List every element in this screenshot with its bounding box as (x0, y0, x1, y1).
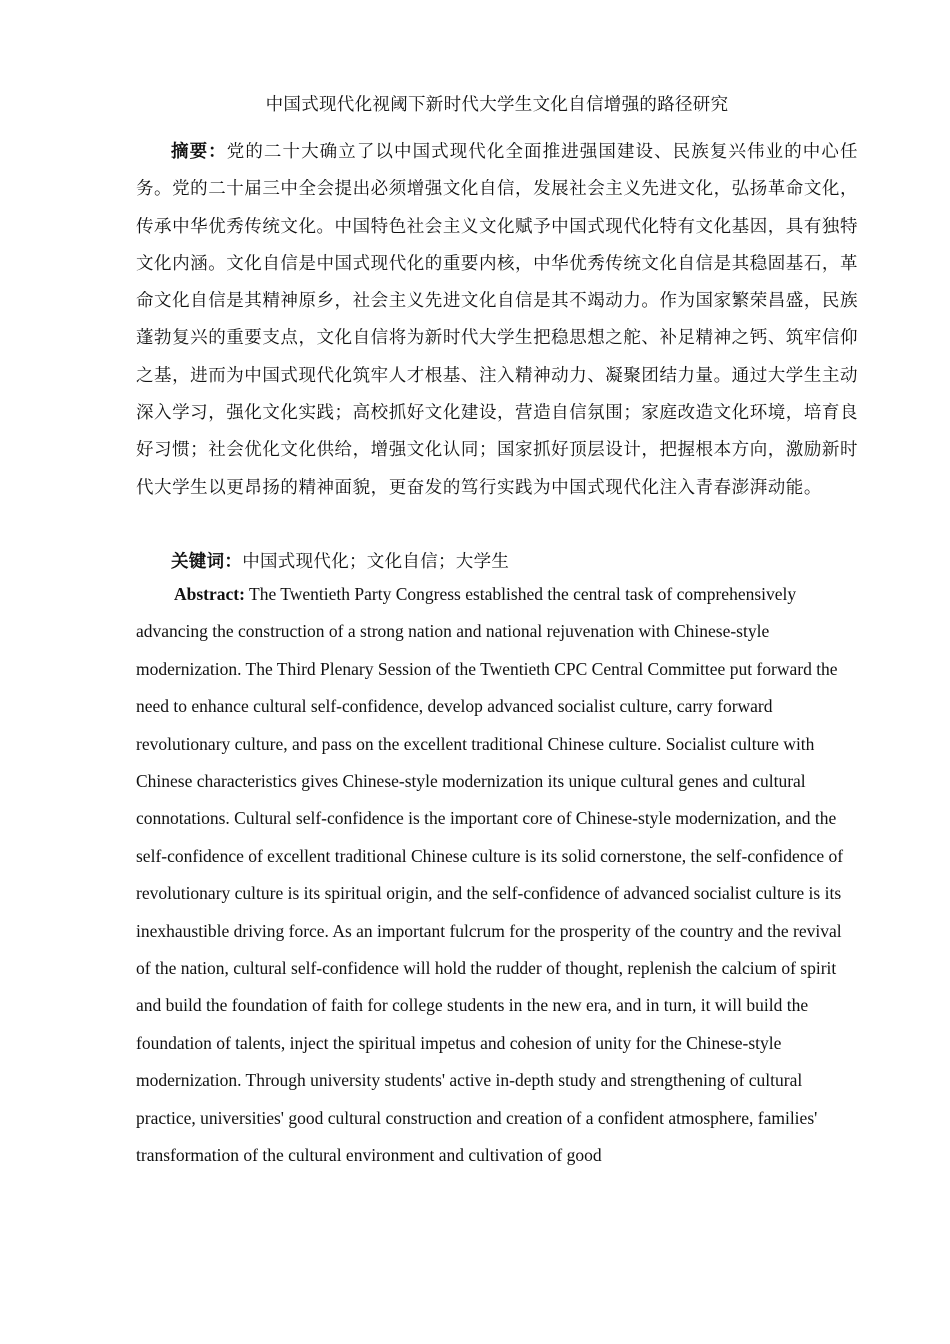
chinese-keywords-text: 中国式现代化；文化自信；大学生 (242, 551, 510, 571)
paper-title: 中国式现代化视阈下新时代大学生文化自信增强的路径研究 (265, 94, 729, 114)
chinese-keywords (136, 543, 858, 580)
chinese-abstract-text: 党的二十大确立了以中国式现代化全面推进强国建设、民族复兴伟业的中心任务。党的二十届三中全会提出必须增强文化自信，发展社会主义先进文化，弘扬革命文化，传承中华优秀传统文化。中国特色社会主义文化赋予中国式现代化特有文化基因，具有独特文化内涵。文化自信是中国式现代化的重要内核，中华优秀传统文化自信是其稳固基石，革命文化自信是其精神原乡，社会主义先进文化自信是其不竭动力。作为国家繁荣昌盛，民族蓬勃复兴的重要支点，文化自信将为新时代大学生把稳思想之舵、补足精神之钙、筑牢信仰之基，进而为中国式现代化筑牢人才根基、注入精神动力、凝聚团结力量。通过大学生主动深入学习，强化文化实践；高校抓好文化建设，营造自信氛围；家庭改造文化环境，培育良好习惯；社会优化文化供给，增强文化认同；国家抓好顶层设计，把握根本方向，激励新时代大学生以更昂扬的精神面貌，更奋发的笃行实践为中国式现代化注入青春澎湃动能。 (136, 141, 858, 497)
chinese-abstract-label: 摘要： (171, 141, 227, 161)
english-abstract-text: The Twentieth Party Congress established the central task of comprehensively advancing the construction of a strong nation and national rejuvenation with Chinese-style modernization. The Third Plenary Session of the Twentieth CPC Central Committee put forward the need to enhance cultural self-confidence, develop advanced socialist culture, carry forward revolutionary culture, and pass on the excellent traditional Chinese culture. Socialist culture with Chinese characteristics gives Chinese-style modernization its unique cultural genes and cultural connotations. Cultural self-confidence is the important core of Chinese-style modernization, and the self-confidence of excellent traditional Chinese culture is its solid cornerstone, the self-confidence of revolutionary culture is its spiritual origin, and the self-confidence of advanced socialist culture is its inexhaustible driving force. As an important fulcrum for the prosperity of the country and the revival of the nation, cultural self-confidence will hold the rudder of thought, replenish the calcium of spirit and build the foundation of faith for college students in the new era, and in turn, it will build the foundation of talents, inject the spiritual impetus and cohesion of unity for the Chinese-style modernization. Through university students' active in-depth study and strengthening of cultural practice, universities' good cultural construction and creation of a confident atmosphere, families' transformation of the cultural environment and cultivation of good (136, 584, 844, 1166)
english-abstract-label: Abstract: (174, 584, 245, 604)
chinese-keywords-label: 关键词： (171, 551, 243, 571)
chinese-abstract (136, 133, 858, 506)
english-abstract (136, 576, 858, 1175)
